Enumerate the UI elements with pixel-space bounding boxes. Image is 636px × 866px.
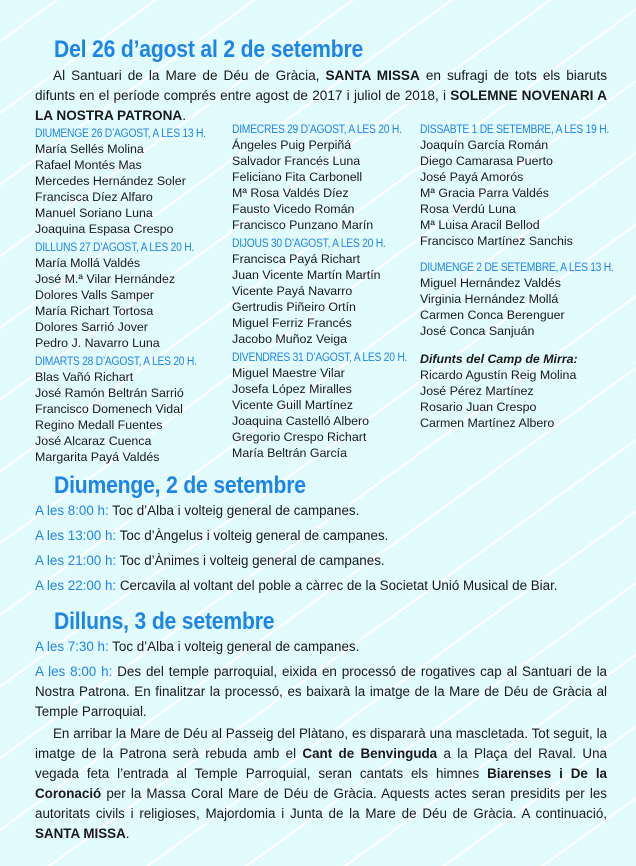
mass-group-diumenge-2	[420, 261, 630, 339]
schedule-text: Toc d’Alba i volteig general de campanes.	[108, 639, 360, 654]
schedule-item	[35, 551, 385, 571]
deceased-name: Rafael Montés Mas	[35, 158, 142, 172]
schedule-time: A les 8:00 h:	[35, 664, 113, 679]
deceased-name: Carmen Martínez Albero	[420, 416, 555, 430]
schedule-text: Toc d’Àngelus i volteig general de campanes.	[116, 528, 389, 543]
schedule-item	[35, 526, 388, 546]
mass-group-dissabte-1	[420, 123, 630, 249]
mass-group-dijous-30	[232, 237, 422, 347]
names-column-3	[420, 123, 630, 435]
mass-group-diumenge-26	[35, 127, 230, 237]
deceased-name: Ángeles Puig Perpiñá	[232, 138, 352, 152]
mass-day-heading: DISSABTE 1 DE SETEMBRE, A LES 19 H.	[420, 124, 609, 136]
mass-group-camp-de-mirra	[420, 351, 630, 431]
deceased-name: María Beltrán García	[232, 446, 348, 460]
deceased-name: Fausto Vicedo Román	[232, 202, 355, 216]
deceased-name: Miguel Hernández Valdés	[420, 276, 561, 290]
section-title-novenari: Del 26 d’agost al 2 de setembre	[54, 36, 364, 63]
schedule-item	[35, 637, 359, 657]
deceased-name: Miguel Maestre Vilar	[232, 366, 345, 380]
mass-group-divendres-31	[232, 351, 422, 461]
mass-group-dimarts-28	[35, 355, 230, 465]
schedule-text: Cercavila al voltant del poble a càrrec de la Societat Unió Musical de Biar.	[116, 578, 558, 593]
deceased-name: José M.ª Vilar Hernández	[35, 272, 176, 286]
names-column-1	[35, 127, 230, 469]
deceased-name: Mª Rosa Valdés Díez	[232, 186, 349, 200]
intro-santa-missa: SANTA MISSA	[325, 68, 420, 83]
schedule-time: A les 21:00 h:	[35, 553, 117, 568]
deceased-name: Virginia Hernández Mollá	[420, 292, 559, 306]
deceased-name: Dolores Sarrió Jover	[35, 320, 148, 334]
deceased-name: Joaquina Castelló Albero	[232, 414, 370, 428]
mass-day-heading: DIMARTS 28 D’AGOST, A LES 20 H.	[35, 356, 197, 368]
deceased-name: Francisco Domenech Vidal	[35, 402, 183, 416]
deceased-name: José Ramón Beltrán Sarrió	[35, 386, 184, 400]
deceased-name: Manuel Soriano Luna	[35, 206, 153, 220]
schedule-text: Toc d’Ànimes i volteig general de campanes.	[116, 553, 385, 568]
deceased-name: María Richart Tortosa	[35, 304, 154, 318]
deceased-name: Margarita Payá Valdés	[35, 450, 160, 464]
deceased-name: José Pérez Martínez	[420, 384, 534, 398]
deceased-name: Vicente Guill Martínez	[232, 398, 353, 412]
mass-day-heading: DIVENDRES 31 D’AGOST, A LES 20 H.	[232, 352, 408, 364]
schedule-item	[35, 501, 359, 521]
section-title-dilluns-3: Dilluns, 3 de setembre	[54, 608, 275, 635]
deceased-name: Gregorio Crespo Richart	[232, 430, 367, 444]
himnes-names: Biarenses i De la Coronació	[35, 766, 607, 801]
cant-de-benvinguda: Cant de Benvinguda	[302, 746, 438, 761]
deceased-name: Mercedes Hernández Soler	[35, 174, 186, 188]
mass-day-heading: DIUMENGE 2 DE SETEMBRE, A LES 13 H.	[420, 262, 614, 274]
deceased-name: Francisca Payá Richart	[232, 252, 361, 266]
deceased-name: Regino Medall Fuentes	[35, 418, 163, 432]
schedule-item-long	[35, 662, 607, 722]
deceased-name: Carmen Conca Berenguer	[420, 308, 565, 322]
deceased-name: Rosario Juan Crespo	[420, 400, 537, 414]
mass-group-dimecres-29	[232, 123, 422, 233]
deceased-name: Dolores Valls Samper	[35, 288, 154, 302]
deceased-name: José Alcaraz Cuenca	[35, 434, 152, 448]
mass-group-dilluns-27	[35, 241, 230, 351]
deceased-name: Feliciano Fita Carbonell	[232, 170, 363, 184]
deceased-name: Miguel Ferriz Francés	[232, 316, 352, 330]
names-column-2	[232, 123, 422, 465]
camp-de-mirra-heading: Difunts del Camp de Mirra:	[420, 352, 578, 366]
deceased-name: Pedro J. Navarro Luna	[35, 336, 160, 350]
deceased-name: Ricardo Agustín Reig Molina	[420, 368, 577, 382]
santa-missa-final: SANTA MISSA	[35, 826, 126, 841]
deceased-name: Juan Vicente Martín Martín	[232, 268, 381, 282]
deceased-name: Salvador Francés Luna	[232, 154, 361, 168]
schedule-item	[35, 576, 558, 596]
deceased-name: María Mollá Valdés	[35, 256, 141, 270]
deceased-name: Jacobo Muñoz Veiga	[232, 332, 348, 346]
deceased-name: Mª Gracia Parra Valdés	[420, 186, 549, 200]
spacer	[420, 253, 630, 261]
deceased-name: José Conca Sanjuán	[420, 324, 535, 338]
deceased-name: Francisca Díez Alfaro	[35, 190, 153, 204]
deceased-name: Gertrudis Piñeiro Ortín	[232, 300, 356, 314]
intro-paragraph: Al Santuari de la Mare de Déu de Gràcia, SANTA MISSA en sufragi de tots els biaruts difunts en el període comprés entre agost de 2017 i juliol de 2018, i SOLEMNE NOVENARI A LA NOSTRA PATRONA.	[35, 68, 608, 123]
deceased-name: Rosa Verdú Luna	[420, 202, 516, 216]
deceased-name: Joaquina Espasa Crespo	[35, 222, 174, 236]
mass-day-heading: DIJOUS 30 D’AGOST, A LES 20 H.	[232, 238, 386, 250]
deceased-name: Josefa López Miralles	[232, 382, 352, 396]
closing-paragraph: En arribar la Mare de Déu al Passeig del Plàtano, es dispararà una mascletada. Tot seguit, la imatge de la Patrona serà rebuda amb el Cant de Benvinguda a la Plaça del Raval. Una vegada feta l’entrada al Temple Parroquial, seran cantats els himnes Biarenses i De la Coronació per la Massa Coral Mare de Déu de Gràcia. Aquests actes seran presidits per les autoritats civils i religioses, Majordomia i Junta de la Mare de Déu de Gràcia. A continuació, SANTA MISSA.	[35, 726, 607, 841]
mass-day-heading: DILLUNS 27 D’AGOST, A LES 20 H.	[35, 242, 195, 254]
deceased-name: Blas Vañó Richart	[35, 370, 134, 384]
schedule-time: A les 7:30 h:	[35, 639, 109, 654]
schedule-text: Des del temple parroquial, eixida en processó de rogatives cap al Santuari de la Nostra Patrona. En finalitzar la processó, es baixarà la imatge de la Mare de Déu de Gràcia al Temple Parroquial.	[35, 664, 607, 719]
deceased-name: Vicente Payá Navarro	[232, 284, 353, 298]
deceased-name: Francisco Punzano Marín	[232, 218, 374, 232]
deceased-name: Joaquín García Román	[420, 138, 549, 152]
schedule-time: A les 8:00 h:	[35, 503, 109, 518]
deceased-name: José Payá Amorós	[420, 170, 524, 184]
deceased-name: Mª Luisa Aracil Bellod	[420, 218, 540, 232]
intro-solemne-novenari: SOLEMNE NOVENARI A LA NOSTRA PATRONA	[35, 88, 607, 123]
mass-day-heading: DIMECRES 29 D’AGOST, A LES 20 H.	[232, 124, 402, 136]
deceased-name: Diego Camarasa Puerto	[420, 154, 553, 168]
schedule-time: A les 13:00 h:	[35, 528, 117, 543]
section-title-diumenge-2: Diumenge, 2 de setembre	[54, 472, 306, 499]
mass-day-heading: DIUMENGE 26 D’AGOST, A LES 13 H.	[35, 128, 206, 140]
deceased-name: Francisco Martínez Sanchis	[420, 234, 573, 248]
spacer	[420, 343, 630, 351]
schedule-time: A les 22:00 h:	[35, 578, 117, 593]
schedule-text: Toc d’Alba i volteig general de campanes.	[108, 503, 360, 518]
deceased-name: María Sellés Molina	[35, 142, 144, 156]
